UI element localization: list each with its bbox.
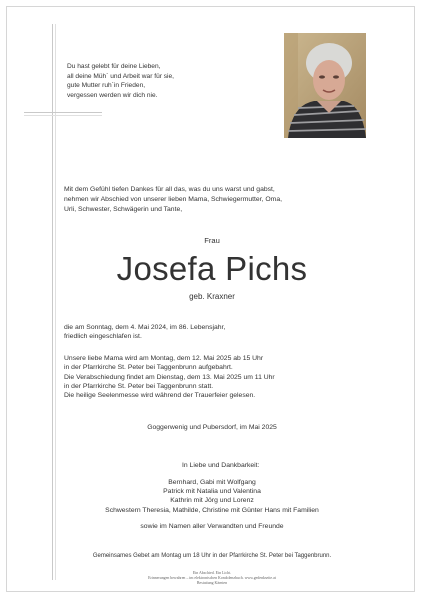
funeral-details [64, 354, 384, 400]
footer [0, 571, 424, 587]
funeral-line: Die Verabschiedung findet am Dienstag, dem 13. Mai 2025 um 11 Uhr [64, 373, 275, 381]
intro-line: nehmen wir Abschied von unserer lieben Mama, Schwiegermutter, Oma, [64, 196, 282, 203]
intro-line: Urli, Schwester, Schwägerin und Tante, [64, 206, 183, 213]
death-notice-line: friedlich eingeschlafen ist. [64, 333, 142, 341]
cross-horizontal-line [24, 112, 102, 113]
birth-name: geb. Kraxner [189, 292, 235, 301]
poem-line: all deine Müh´ und Arbeit war für sie, [67, 72, 175, 80]
place-and-date: Goggerwenig und Pubersdorf, im Mai 2025 [147, 424, 277, 431]
memorial-poem [67, 62, 267, 100]
funeral-line: Die heilige Seelenmesse wird während der Trauerfeier gelesen. [64, 392, 256, 400]
prayer-note: Gemeinsames Gebet am Montag um 18 Uhr in der Pfarrkirche St. Peter bei Taggenbrunn. [92, 553, 332, 559]
mourner-line: Schwestern Theresia, Mathilde, Christine mit Günter Hans mit Familien [105, 506, 319, 514]
intro-line: Mit dem Gefühl tiefen Dankes für all das, was du uns warst und gabst, [64, 186, 275, 193]
funeral-line: in der Pfarrkirche St. Peter bei Taggenbrunn statt. [64, 382, 214, 390]
relatives-note: sowie im Namen aller Verwandten und Freunde [140, 523, 284, 530]
funeral-line: Unsere liebe Mama wird am Montag, dem 12. Mai 2025 ab 15 Uhr [64, 355, 264, 362]
death-notice [64, 323, 384, 342]
footer-line: Erinnerungen bewahren – im elektronischen Kondolenzbuch. www.gedenkseite.at [148, 576, 276, 581]
mourner-line: Kathrin mit Jörg und Lorenz [170, 497, 254, 505]
footer-line: Ein Abschied. Ein Licht. [192, 571, 232, 575]
footer-line: Bestattung Kärnten [196, 581, 228, 586]
poem-line: Du hast gelebt für deine Lieben, [67, 63, 161, 70]
deceased-name: Josefa Pichs [116, 250, 308, 287]
mourners-title: In Liebe und Dankbarkeit: [182, 462, 260, 469]
salutation: Frau [204, 236, 220, 245]
intro-text [64, 185, 364, 215]
portrait-photo [284, 33, 366, 138]
death-notice-line: die am Sonntag, dem 4. Mai 2024, im 86. Lebensjahr, [64, 324, 226, 331]
mourners-list [0, 478, 424, 515]
funeral-line: in der Pfarrkirche St. Peter bei Taggenbrunn aufgebahrt. [64, 364, 233, 372]
poem-line: vergessen werden wir dich nie. [67, 91, 158, 99]
poem-line: gute Mutter ruh´in Frieden, [67, 82, 146, 89]
mourner-line: Bernhard, Gabi mit Wolfgang [168, 479, 256, 486]
mourner-line: Patrick mit Natalia und Valentina [163, 488, 261, 496]
cross-horizontal-shadow-line [24, 115, 102, 116]
